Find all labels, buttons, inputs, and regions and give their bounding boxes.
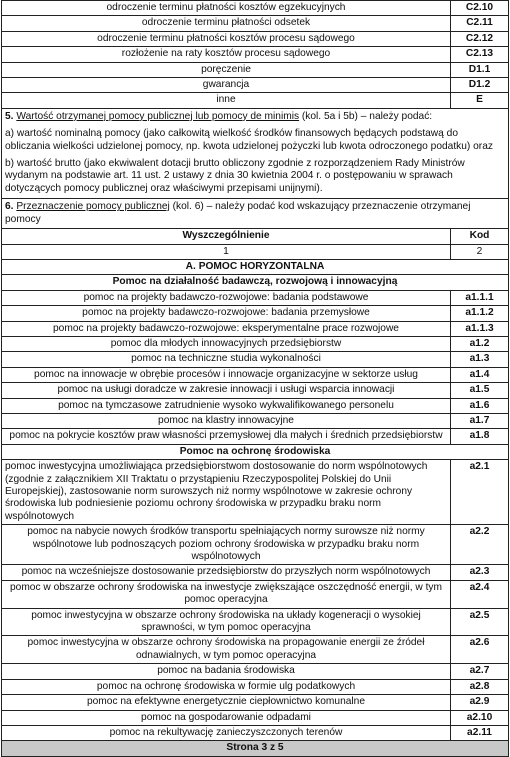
row-code: a2.9 bbox=[451, 695, 509, 710]
row-label: pomoc na projekty badawczo-rozwojowe: badania podstawowe bbox=[2, 290, 451, 305]
row-code: a2.7 bbox=[451, 664, 509, 679]
table-row bbox=[2, 695, 509, 710]
row-code: C2.10 bbox=[451, 1, 509, 16]
row-label: gwarancja bbox=[2, 78, 451, 93]
header-description: Wyszczególnienie bbox=[2, 229, 451, 244]
note-5-num: 5. bbox=[5, 110, 14, 122]
row-label: odroczenie terminu płatności kosztów procesu sądowego bbox=[2, 31, 451, 46]
note-5-b: b) wartość brutto (jako ekwiwalent dotacji brutto obliczony zgodnie z rozporządzeniem Rady Ministrów wydanym na podstawie art. 11 ust. 2 ustawy z dnia 30 kwietnia 2004 r. o postępowaniu w sprawach dotyczących pomocy publicznej oraz właściwymi przepisami unijnymi). bbox=[5, 158, 465, 194]
table-row bbox=[2, 608, 509, 636]
page-number: Strona 3 z 5 bbox=[2, 741, 509, 756]
row-code: a1.7 bbox=[451, 413, 509, 428]
subsection-heading bbox=[2, 275, 509, 290]
subsection-rd-title: Pomoc na działalność badawczą, rozwojową i innowacyjną bbox=[2, 275, 509, 290]
row-label: pomoc inwestycyjna umożliwiająca przedsiębiorstwom dostosowanie do norm wspólnotowych (zgodnie z załącznikiem XII Traktatu o przystąpieniu Rzeczypospolitej Polskiej do Unii Europejskiej), zastosowanie norm surowszych niż normy wspólnotowe w zakresie ochrony środowiska lub podniesienie poziomu ochrony środowiska w przypadku braku norm wspólnotowych bbox=[2, 460, 451, 525]
note-6-heading: Przeznaczenie pomocy publicznej bbox=[16, 201, 170, 213]
row-code: a1.5 bbox=[451, 383, 509, 398]
table-row bbox=[2, 336, 509, 351]
note-6 bbox=[2, 199, 509, 229]
row-label: pomoc na pokrycie kosztów praw własności przemysłowej dla małych i średnich przedsiębiorstw bbox=[2, 429, 451, 444]
row-code: a2.5 bbox=[451, 608, 509, 636]
table-row bbox=[2, 62, 509, 77]
row-label: pomoc na nabycie nowych środków transportu spełniających normy surowsze niż normy wspólnotowe lub podnoszących poziom ochrony środowiska w przypadku braku norm wspólnotowych bbox=[2, 525, 451, 565]
table-row bbox=[2, 580, 509, 608]
row-label: pomoc na projekty badawczo-rozwojowe: badania przemysłowe bbox=[2, 306, 451, 321]
note-6-heading-rest: (kol. 6) – należy podać kod wskazujący przeznaczenie otrzymanej pomocy bbox=[5, 201, 471, 225]
table-row bbox=[2, 321, 509, 336]
row-label: pomoc w obszarze ochrony środowiska na inwestycje zwiększające oszczędność energii, w tym pomoc operacyjna bbox=[2, 580, 451, 608]
table-row bbox=[2, 429, 509, 444]
row-code: D1.2 bbox=[451, 78, 509, 93]
row-code: a1.6 bbox=[451, 398, 509, 413]
row-label: pomoc inwestycyjna w obszarze ochrony środowiska na propagowanie energii ze źródeł odnawialnych, w tym pomoc operacyjna bbox=[2, 636, 451, 664]
table-header bbox=[2, 229, 509, 244]
note-5-text bbox=[2, 108, 509, 198]
table-row bbox=[2, 31, 509, 46]
row-code: a2.10 bbox=[451, 710, 509, 725]
row-code: a2.4 bbox=[451, 580, 509, 608]
table-row bbox=[2, 679, 509, 694]
table-row bbox=[2, 413, 509, 428]
subsection-env-title: Pomoc na ochronę środowiska bbox=[2, 444, 509, 459]
row-label: pomoc na ochronę środowiska w formie ulg podatkowych bbox=[2, 679, 451, 694]
row-code: a1.2 bbox=[451, 336, 509, 351]
table-row bbox=[2, 306, 509, 321]
row-label: pomoc dla młodych innowacyjnych przedsiębiorstw bbox=[2, 336, 451, 351]
row-label: pomoc na usługi doradcze w zakresie innowacji i usługi wsparcia innowacji bbox=[2, 383, 451, 398]
table-header-numbers bbox=[2, 244, 509, 259]
row-code: a1.1.1 bbox=[451, 290, 509, 305]
table-row bbox=[2, 93, 509, 108]
row-label: rozłożenie na raty kosztów procesu sądowego bbox=[2, 47, 451, 62]
row-code: a1.1.2 bbox=[451, 306, 509, 321]
row-code: a1.8 bbox=[451, 429, 509, 444]
row-code: a1.3 bbox=[451, 352, 509, 367]
row-code: a2.1 bbox=[451, 460, 509, 525]
table-row bbox=[2, 565, 509, 580]
row-label: odroczenie terminu płatności odsetek bbox=[2, 16, 451, 31]
table-row bbox=[2, 367, 509, 382]
header-code: Kod bbox=[451, 229, 509, 244]
row-code: C2.12 bbox=[451, 31, 509, 46]
table-row bbox=[2, 352, 509, 367]
row-label: pomoc na badania środowiska bbox=[2, 664, 451, 679]
document-page bbox=[1, 0, 509, 757]
row-label: pomoc na innowacje w obrębie procesów i innowacje organizacyjne w sektorze usług bbox=[2, 367, 451, 382]
row-label: poręczenie bbox=[2, 62, 451, 77]
form-table bbox=[1, 0, 509, 757]
page-footer bbox=[2, 741, 509, 756]
table-row bbox=[2, 525, 509, 565]
note-5-heading-rest: (kol. 5a i 5b) – należy podać: bbox=[299, 110, 433, 122]
row-label: pomoc na efektywne energetycznie ciepłownictwo komunalne bbox=[2, 695, 451, 710]
header-num-2: 2 bbox=[451, 244, 509, 259]
table-row bbox=[2, 47, 509, 62]
header-num-1: 1 bbox=[2, 244, 451, 259]
table-row bbox=[2, 460, 509, 525]
row-code: C2.13 bbox=[451, 47, 509, 62]
section-a-title: A. POMOC HORYZONTALNA bbox=[2, 259, 509, 274]
table-row bbox=[2, 290, 509, 305]
table-row bbox=[2, 16, 509, 31]
row-code: a2.2 bbox=[451, 525, 509, 565]
row-label: pomoc na klastry innowacyjne bbox=[2, 413, 451, 428]
row-code: D1.1 bbox=[451, 62, 509, 77]
row-label: pomoc na gospodarowanie odpadami bbox=[2, 710, 451, 725]
table-row bbox=[2, 398, 509, 413]
row-code: a2.8 bbox=[451, 679, 509, 694]
row-label: inne bbox=[2, 93, 451, 108]
row-code: C2.11 bbox=[451, 16, 509, 31]
table-row bbox=[2, 1, 509, 16]
table-row bbox=[2, 383, 509, 398]
table-row bbox=[2, 710, 509, 725]
table-row bbox=[2, 664, 509, 679]
subsection-heading bbox=[2, 444, 509, 459]
row-label: pomoc na tymczasowe zatrudnienie wysoko wykwalifikowanego personelu bbox=[2, 398, 451, 413]
note-5-a: a) wartość nominalną pomocy (jako całkowitą wielkość środków finansowych będących podstawą do obliczania wielkości udzielonej pomocy, np. kwota udzielonej pożyczki lub kwota odroczonego podatku) oraz bbox=[5, 128, 493, 152]
table-row bbox=[2, 725, 509, 740]
note-5 bbox=[2, 108, 509, 198]
table-row bbox=[2, 636, 509, 664]
row-code: a2.11 bbox=[451, 725, 509, 740]
note-5-heading: Wartość otrzymanej pomocy publicznej lub pomocy de minimis bbox=[16, 110, 300, 122]
row-label: pomoc inwestycyjna w obszarze ochrony środowiska na układy kogeneracji o wysokiej sprawności, w tym pomoc operacyjna bbox=[2, 608, 451, 636]
row-label: pomoc na wcześniejsze dostosowanie przedsiębiorstw do przyszłych norm wspólnotowych bbox=[2, 565, 451, 580]
note-6-text bbox=[2, 199, 509, 229]
row-code: a2.3 bbox=[451, 565, 509, 580]
section-heading bbox=[2, 259, 509, 274]
row-code: a1.4 bbox=[451, 367, 509, 382]
note-6-num: 6. bbox=[5, 201, 14, 213]
row-label: pomoc na rekultywację zanieczyszczonych terenów bbox=[2, 725, 451, 740]
row-code: E bbox=[451, 93, 509, 108]
row-label: pomoc na projekty badawczo-rozwojowe: eksperymentalne prace rozwojowe bbox=[2, 321, 451, 336]
row-code: a2.6 bbox=[451, 636, 509, 664]
row-label: pomoc na techniczne studia wykonalności bbox=[2, 352, 451, 367]
row-code: a1.1.3 bbox=[451, 321, 509, 336]
row-label: odroczenie terminu płatności kosztów egzekucyjnych bbox=[2, 1, 451, 16]
table-row bbox=[2, 78, 509, 93]
